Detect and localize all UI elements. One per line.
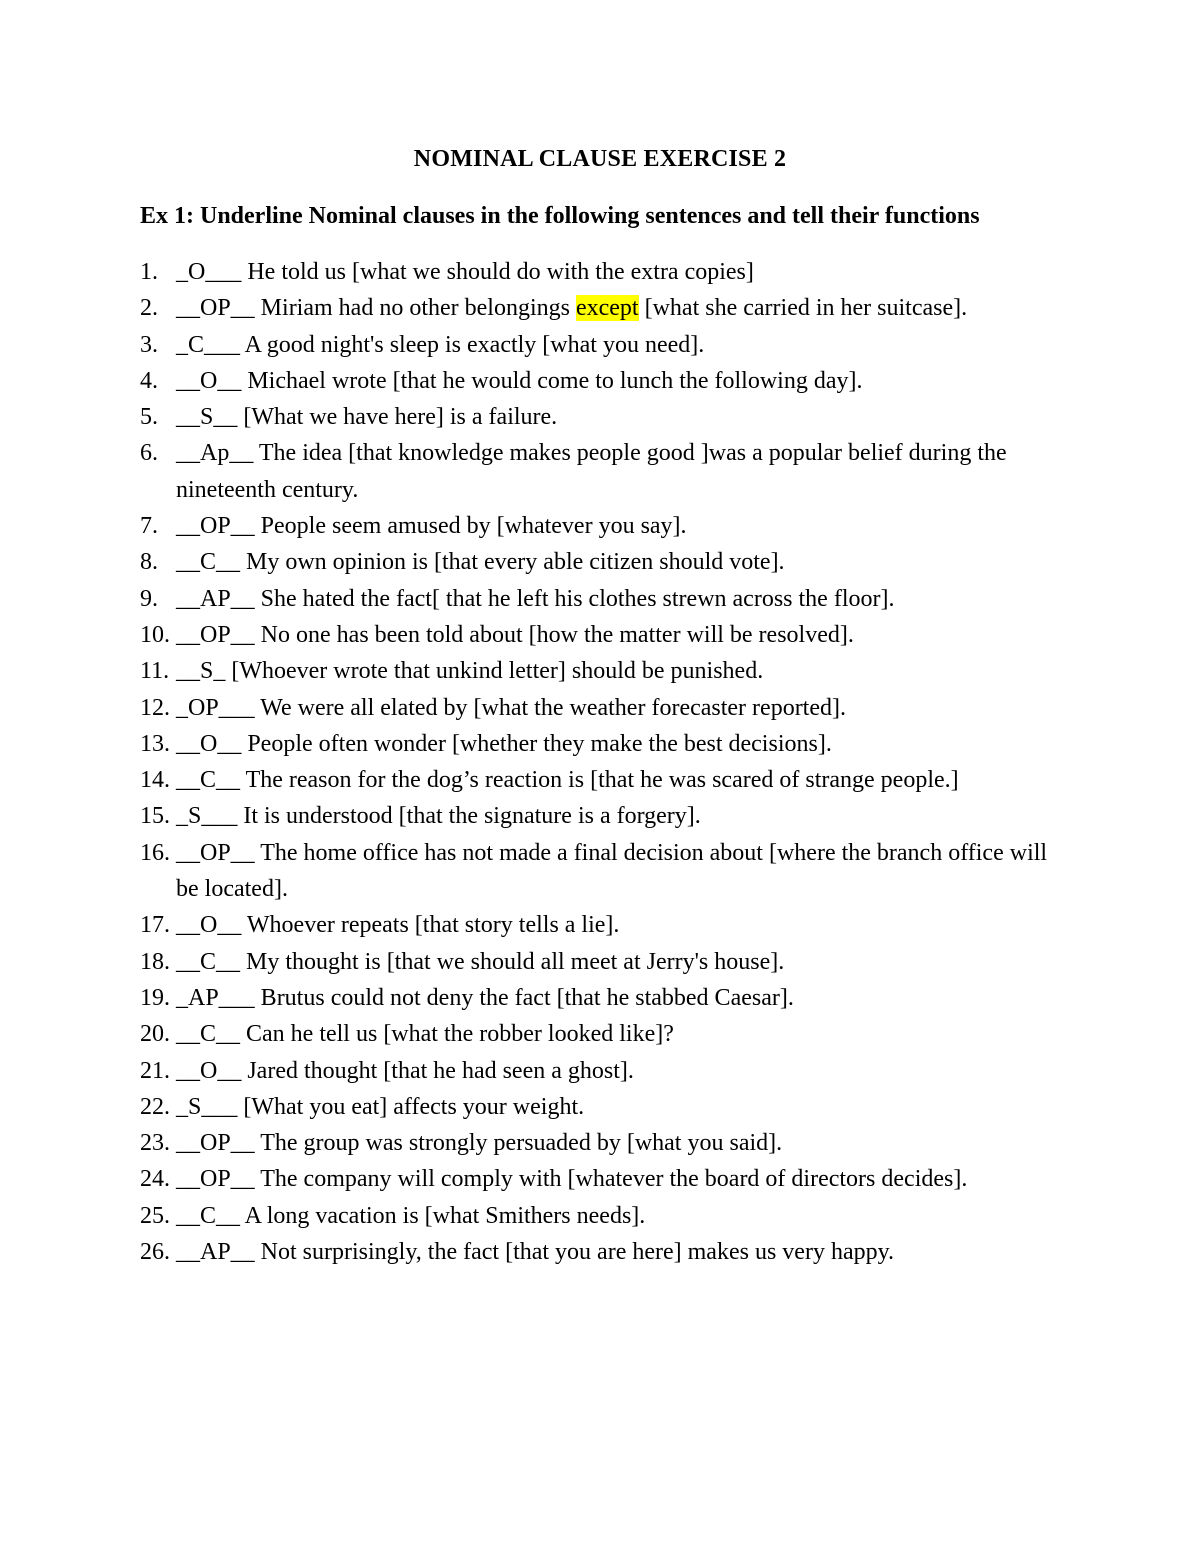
sentence-text <box>176 290 1060 326</box>
sentence-text <box>176 907 1060 943</box>
sentence-number: 12. <box>140 694 170 721</box>
sentence-item <box>140 617 1060 653</box>
sentence-number: 10. <box>140 621 170 648</box>
sentence-number: 9. <box>140 585 158 612</box>
sentence-text-part: _AP___ Brutus could not deny the fact [that he stabbed Caesar]. <box>176 984 794 1011</box>
sentence-text <box>176 653 1060 689</box>
sentence-item <box>140 254 1060 290</box>
sentence-number: 19. <box>140 984 170 1011</box>
sentence-text <box>176 1198 1060 1234</box>
sentence-text-part: __OP__ The company will comply with [whatever the board of directors decides]. <box>176 1166 968 1193</box>
sentence-text <box>176 1016 1060 1052</box>
sentence-item <box>140 1198 1060 1234</box>
sentence-item <box>140 508 1060 544</box>
sentence-text <box>176 944 1060 980</box>
sentence-item <box>140 907 1060 943</box>
sentence-text <box>176 327 1060 363</box>
sentence-text-part: __O__ Whoever repeats [that story tells a lie]. <box>176 912 620 939</box>
document-title: NOMINAL CLAUSE EXERCISE 2 <box>413 146 787 172</box>
sentence-item <box>140 1161 1060 1197</box>
sentence-text <box>176 1089 1060 1125</box>
sentence-text-part: __S__ [What we have here] is a failure. <box>176 404 558 431</box>
sentence-text <box>176 1125 1060 1161</box>
sentence-text-part: __O__ People often wonder [whether they make the best decisions]. <box>176 730 832 757</box>
sentence-text-part: __OP__ Miriam had no other belongings <box>176 295 576 322</box>
sentence-item <box>140 327 1060 363</box>
sentence-number: 2. <box>140 295 158 322</box>
sentence-number: 25. <box>140 1202 170 1229</box>
sentence-number: 14. <box>140 767 170 794</box>
sentence-text <box>176 1161 1060 1197</box>
sentence-number: 3. <box>140 331 158 358</box>
sentence-number: 13. <box>140 730 170 757</box>
sentence-item <box>140 1125 1060 1161</box>
sentence-number: 22. <box>140 1093 170 1120</box>
sentence-item <box>140 944 1060 980</box>
sentence-text <box>176 399 1060 435</box>
sentence-list <box>140 254 1060 1270</box>
sentence-item <box>140 726 1060 762</box>
sentence-number: 15. <box>140 803 170 830</box>
sentence-text <box>176 1053 1060 1089</box>
sentence-number: 17. <box>140 912 170 939</box>
sentence-item <box>140 435 1060 508</box>
sentence-text <box>176 544 1060 580</box>
sentence-item <box>140 1234 1060 1270</box>
sentence-number: 23. <box>140 1130 170 1157</box>
sentence-text <box>176 617 1060 653</box>
sentence-text-part: __C__ A long vacation is [what Smithers needs]. <box>176 1202 646 1229</box>
sentence-item <box>140 835 1060 908</box>
sentence-item <box>140 581 1060 617</box>
sentence-text-part: __O__ Jared thought [that he had seen a ghost]. <box>176 1057 634 1084</box>
sentence-number: 11. <box>140 658 170 685</box>
sentence-text <box>176 1234 1060 1270</box>
sentence-text-part: __C__ My thought is [that we should all meet at Jerry's house]. <box>176 948 785 975</box>
sentence-text <box>176 835 1060 908</box>
sentence-text-part: __AP__ Not surprisingly, the fact [that you are here] makes us very happy. <box>176 1239 895 1266</box>
sentence-text-part: _OP___ We were all elated by [what the weather forecaster reported]. <box>176 694 846 721</box>
sentence-item <box>140 762 1060 798</box>
sentence-text <box>176 726 1060 762</box>
sentence-item <box>140 1016 1060 1052</box>
sentence-text-part: _S___ It is understood [that the signature is a forgery]. <box>176 803 701 830</box>
sentence-number: 24. <box>140 1166 170 1193</box>
sentence-text-part: __S_ [Whoever wrote that unkind letter] should be punished. <box>176 658 764 685</box>
sentence-item <box>140 653 1060 689</box>
sentence-item <box>140 290 1060 326</box>
sentence-text-part: __C__ The reason for the dog’s reaction is [that he was scared of strange people.] <box>176 767 959 794</box>
sentence-text-part: __C__ My own opinion is [that every able citizen should vote]. <box>176 549 785 576</box>
sentence-text-part: [what she carried in her suitcase]. <box>638 295 968 322</box>
sentence-text-part: __C__ Can he tell us [what the robber looked like]? <box>176 1021 674 1048</box>
sentence-item <box>140 690 1060 726</box>
sentence-number: 1. <box>140 259 158 285</box>
sentence-text-part: __OP__ People seem amused by [whatever you say]. <box>176 513 687 540</box>
sentence-text-part: __OP__ The home office has not made a final decision about [where the branch office will be located]. <box>176 839 1048 903</box>
sentence-text-part: __Ap__ The idea [that knowledge makes people good ]was a popular belief during the nineteenth century. <box>176 440 1007 503</box>
sentence-item <box>140 363 1060 399</box>
sentence-number: 5. <box>140 404 158 431</box>
sentence-number: 7. <box>140 513 158 540</box>
sentence-text-part: __OP__ No one has been told about [how the matter will be resolved]. <box>176 621 854 648</box>
sentence-number: 8. <box>140 549 158 576</box>
sentence-text-part: __AP__ She hated the fact[ that he left his clothes strewn across the floor]. <box>176 585 895 612</box>
sentence-number: 20. <box>140 1021 170 1048</box>
sentence-text <box>176 690 1060 726</box>
sentence-text <box>176 581 1060 617</box>
sentence-number: 16. <box>140 839 170 866</box>
sentence-text-part: _O___ He told us [what we should do with the extra copies] <box>176 259 754 285</box>
sentence-text-part: _S___ [What you eat] affects your weight. <box>176 1093 585 1120</box>
sentence-text-part: _C___ A good night's sleep is exactly [what you need]. <box>176 331 705 358</box>
sentence-text <box>176 363 1060 399</box>
sentence-item <box>140 798 1060 834</box>
sentence-text <box>176 508 1060 544</box>
sentence-text <box>176 435 1060 508</box>
sentence-text <box>176 980 1060 1016</box>
sentence-number: 18. <box>140 948 170 975</box>
sentence-number: 6. <box>140 440 158 467</box>
sentence-number: 26. <box>140 1239 170 1266</box>
sentence-text <box>176 762 1060 798</box>
sentence-number: 4. <box>140 367 158 394</box>
sentence-text <box>176 798 1060 834</box>
highlighted-word: except <box>575 295 639 322</box>
sentence-item <box>140 399 1060 435</box>
sentence-item <box>140 980 1060 1016</box>
sentence-item <box>140 544 1060 580</box>
exercise-instruction: Ex 1: Underline Nominal clauses in the following sentences and tell their functions <box>140 203 980 229</box>
sentence-number: 21. <box>140 1057 170 1084</box>
sentence-item <box>140 1089 1060 1125</box>
sentence-item <box>140 1053 1060 1089</box>
sentence-text <box>176 254 1060 290</box>
sentence-text-part: __OP__ The group was strongly persuaded by [what you said]. <box>176 1130 783 1157</box>
sentence-text-part: __O__ Michael wrote [that he would come to lunch the following day]. <box>176 367 863 394</box>
